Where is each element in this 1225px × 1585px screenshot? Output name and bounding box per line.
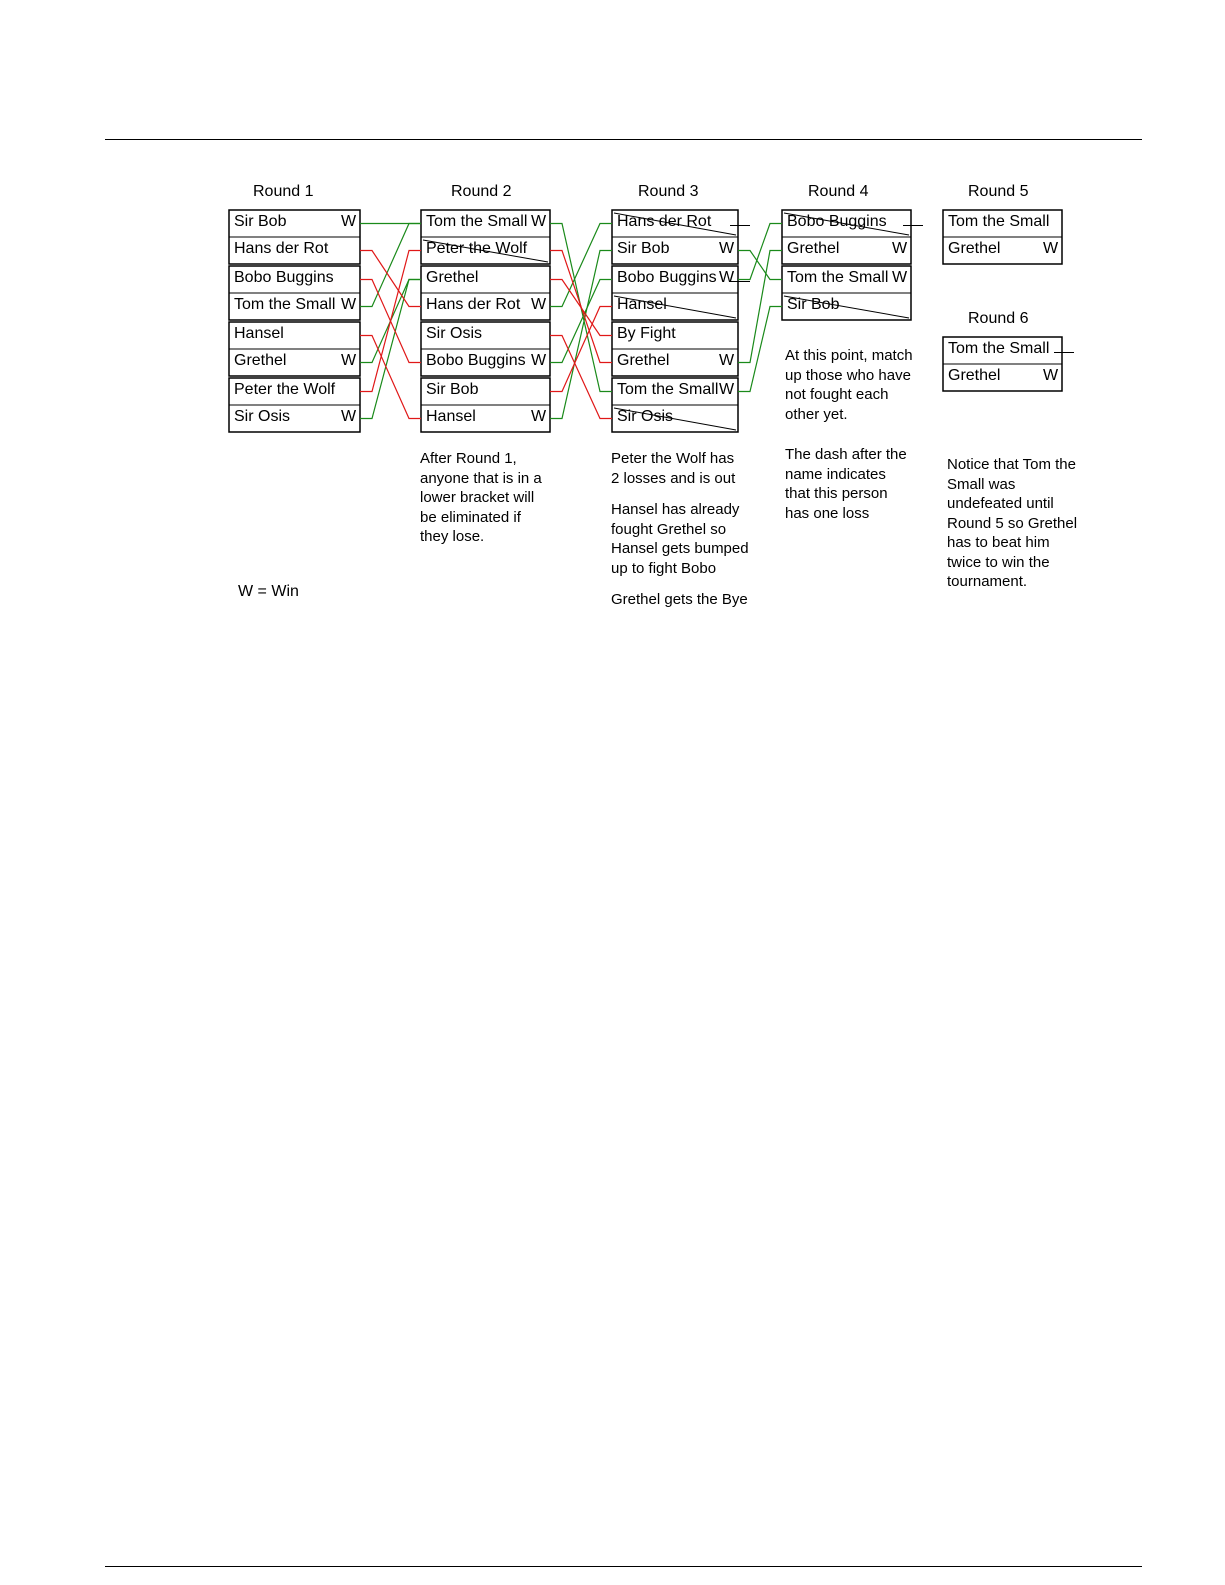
win-mark: W (531, 408, 547, 425)
round-2-entry-name: Sir Osis (426, 325, 482, 342)
round-4-entry-name: Grethel (787, 240, 840, 257)
round-4-entry-name: Bobo Buggins (787, 213, 887, 230)
round-1-entry-name: Sir Bob (234, 213, 287, 230)
loser-link (550, 307, 612, 392)
winner-link (550, 251, 612, 419)
win-mark: W (531, 213, 547, 230)
round3-note-line: fought Grethel so (611, 520, 727, 538)
winner-link (550, 224, 612, 307)
round-2-entry-name: Grethel (426, 269, 479, 286)
win-mark: W (719, 240, 735, 257)
round-2-entry-name: Tom the Small (426, 213, 528, 230)
win-mark: W (341, 408, 357, 425)
round-1-entry-name: Sir Osis (234, 408, 290, 425)
round4-note-line: not fought each (785, 386, 889, 403)
round-4-entry-name: Tom the Small (787, 269, 889, 286)
win-legend: W = Win (238, 583, 299, 600)
round-4-entry-name: Sir Bob (787, 296, 840, 313)
win-mark: W (531, 296, 547, 313)
round-1-title: Round 1 (253, 183, 314, 200)
round-2-entry-name: Sir Bob (426, 381, 479, 398)
win-mark: W (892, 240, 908, 257)
round-3-title: Round 3 (638, 183, 699, 200)
round-6-title: Round 6 (968, 310, 1029, 327)
round-1-entry-name: Grethel (234, 352, 287, 369)
round4-note-line: has one loss (785, 504, 870, 522)
round4-note-line: name indicates (785, 465, 886, 483)
round-3-entry-name: Hansel (617, 296, 667, 313)
round2-note-line: After Round 1, (420, 450, 517, 467)
round-3-entry-name: Hans der Rot (617, 213, 712, 230)
loser-link (360, 251, 421, 392)
round5-note-line: Small was (947, 475, 1016, 493)
round-2-entry-name: Bobo Buggins (426, 352, 526, 369)
round4-note-line: At this point, match (785, 347, 913, 364)
round-3-entry-name: By Fight (617, 325, 676, 342)
win-mark: W (531, 352, 547, 369)
winner-link (360, 224, 421, 307)
round5-note-line: twice to win the (947, 553, 1050, 571)
winner-link (738, 307, 782, 392)
win-mark: W (892, 269, 908, 286)
round-6-entry-name: Tom the Small (948, 340, 1050, 357)
win-mark: W (341, 296, 357, 313)
round5-note-line: Notice that Tom the (947, 456, 1076, 473)
round-1-entry-name: Bobo Buggins (234, 269, 334, 286)
win-mark: W (1043, 367, 1059, 384)
win-mark: W (719, 352, 735, 369)
win-mark: W (1043, 240, 1059, 257)
round-3-entry-name: Sir Bob (617, 240, 670, 257)
round-5-entry-name: Tom the Small (948, 213, 1050, 230)
round5-note-line: tournament. (947, 573, 1028, 590)
round3-note-line: Peter the Wolf has (611, 450, 735, 467)
round5-note-line: has to beat him (947, 534, 1050, 551)
round-3-entry-name: Sir Osis (617, 408, 673, 425)
round2-note-line: they lose. (420, 528, 485, 545)
round5-note-line: undefeated until (947, 495, 1054, 512)
win-mark: W (719, 269, 735, 286)
round-3-entry-name: Tom the Small (617, 381, 719, 398)
round-2-entry-name: Hansel (426, 408, 476, 425)
round-3-entry-name: Bobo Buggins (617, 269, 717, 286)
round4-note-line: The dash after the (785, 446, 907, 463)
round-5-title: Round 5 (968, 183, 1029, 200)
round-5-entry-name: Grethel (948, 240, 1001, 257)
win-mark: W (719, 381, 735, 398)
round-1-entry-name: Tom the Small (234, 296, 336, 313)
round-1-entry-name: Hansel (234, 325, 284, 342)
winner-link (738, 224, 782, 280)
round3-note-line: Hansel has already (611, 501, 740, 518)
round-2-entry-name: Peter the Wolf (426, 240, 528, 257)
round5-note-line: Round 5 so Grethel (947, 514, 1078, 532)
win-mark: W (341, 352, 357, 369)
round-1-entry-name: Peter the Wolf (234, 381, 336, 398)
round4-note-line: other yet. (785, 405, 848, 423)
round-3-entry-name: Grethel (617, 352, 670, 369)
round4-note-line: up those who have (785, 366, 911, 384)
round-1-entry-name: Hans der Rot (234, 240, 329, 257)
round-4-title: Round 4 (808, 183, 869, 200)
round2-note-line: lower bracket will (420, 489, 535, 506)
round3-note-line: up to fight Bobo (611, 559, 717, 577)
round-2-title: Round 2 (451, 183, 512, 200)
loser-link (360, 251, 421, 307)
round2-note-line: anyone that is in a (420, 469, 542, 487)
winner-link (738, 251, 782, 280)
round-2-entry-name: Hans der Rot (426, 296, 521, 313)
round2-note-line: be eliminated if (420, 508, 521, 526)
round3-note-line: Grethel gets the Bye (611, 591, 748, 608)
win-mark: W (341, 213, 357, 230)
round3-note-line: Hansel gets bumped (611, 540, 749, 557)
winner-link (360, 280, 421, 419)
round4-note-line: that this person (785, 485, 888, 502)
round3-note-line: 2 losses and is out (611, 469, 736, 487)
round-6-entry-name: Grethel (948, 367, 1001, 384)
